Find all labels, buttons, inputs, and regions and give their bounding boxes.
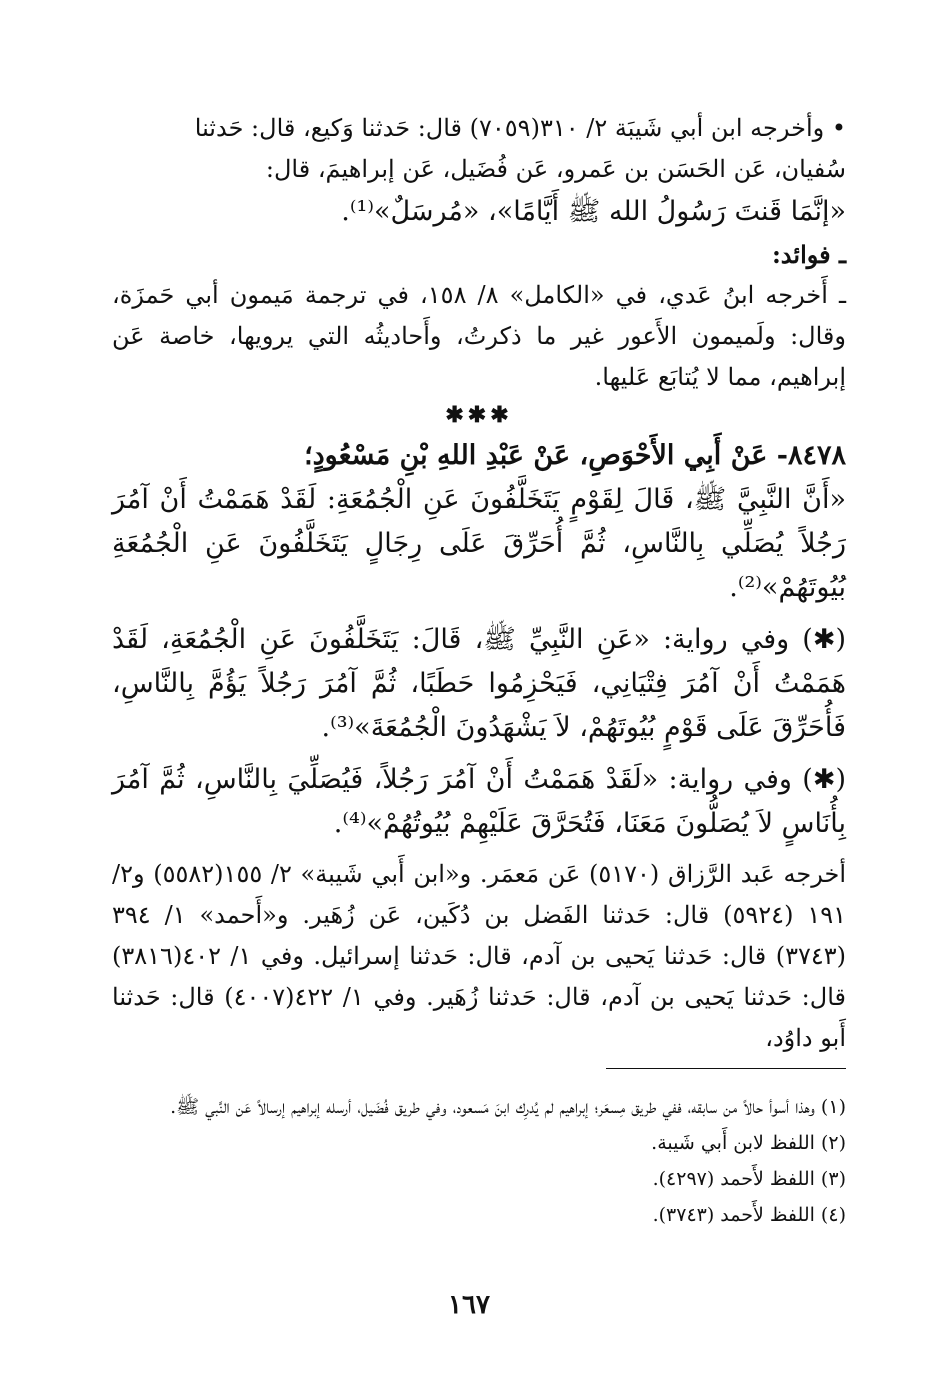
fawaid-text: ـ أَخرجه ابنُ عَدي، في «الكامل» ٨/ ١٥٨، في ترجمة مَيمون أبي حَمزَة، وقال: ولَميمون الأَعور غير ما ذكرتُ، وأَحاديثُه التي يرويها، خاصة عَن إبراهيم، مما لا يُتابَع عَليها. bbox=[112, 281, 846, 391]
section-separator: ✱✱✱ bbox=[445, 402, 513, 428]
footnotes bbox=[112, 1092, 846, 1236]
hadith-main-text: «أَنَّ النَّبِيَّ ﷺ، قَالَ لِقَوْمٍ يَتَخَلَّفُونَ عَنِ الْجُمُعَةِ: لَقَدْ هَمَمْتُ أَنْ آمُرَ رَجُلاً يُصَلِّي بِالنَّاسِ، ثُمَّ أُحَرِّقَ عَلَى رِجَالٍ يَتَخَلَّفُونَ عَنِ الْجُمُعَةِ بُيُوتَهُمْ»⁽²⁾. bbox=[112, 484, 846, 603]
page-number: ١٦٧ bbox=[448, 1290, 490, 1320]
mursal-text: «إنَّمَا قَنتَ رَسُولُ الله ﷺ أَيَّامًا»، «مُرسَلٌ»⁽¹⁾. bbox=[341, 196, 846, 227]
footnote-divider bbox=[606, 1068, 846, 1069]
takhrij-line-2: سُفيان، عَن الحَسَن بن عَمرو، عَن فُضَيل، عَن إبراهيمَ، قال: bbox=[265, 155, 846, 183]
hadith-riwaya-2: (✱) وفي رواية: «لَقَدْ هَمَمْتُ أَنْ آمُرَ رَجُلاً، فَيُصَلِّيَ بِالنَّاسِ، ثُمَّ آمُرَ بِأُنَاسٍ لاَ يُصَلُّونَ مَعَنَا، فَتُحَرَّقَ عَلَيْهِمْ بُيُوتُهُمْ»⁽⁴⁾. bbox=[112, 764, 846, 839]
takhrij-line-1: • وأخرجه ابن أبي شَيبَة ٢/ ٣١٠(٧٠٥٩) قال: حَدثنا وَكيع، قال: حَدثنا bbox=[194, 114, 846, 142]
footnote-1: (١) وهذا أسوأ حالاً من سابقه، ففي طريق مِسعَر؛ إبراهيم لم يُدرِك ابنَ مَسعود، وفي طريق فُضَيل، أرسله إبراهيم إرسالاً عَن النَّبي ﷺ. bbox=[170, 1096, 846, 1118]
takhrij-paragraph: أخرجه عَبد الرَّزاق (٥١٧٠) عَن مَعمَر. و«ابن أَبي شَيبة» ٢/ ١٥٥(٥٥٨٢) و٢/ ١٩١ (٥٩٢٤) قال: حَدثنا الفَضل بن دُكَين، عَن زُهَير. و«أَحمد» ١/ ٣٩٤ (٣٧٤٣) قال: حَدثنا يَحيى بن آدم، قال: حَدثنا إسرائيل. وفي ١/ ٤٠٢(٣٨١٦) قال: حَدثنا يَحيى بن آدم، قال: حَدثنا زُهَير. وفي ١/ ٤٢٢(٤٠٠٧) قال: حَدثنا أَبو داوُد، bbox=[112, 860, 847, 1052]
footnote-2: (٢) اللفظ لابن أَبي شَيبة. bbox=[651, 1132, 846, 1154]
footnote-3: (٣) اللفظ لأَحمد (٤٢٩٧). bbox=[652, 1168, 846, 1190]
fawaid-heading: ـ فوائد: bbox=[771, 240, 846, 269]
hadith-riwaya-1: (✱) وفي رواية: «عَنِ النَّبِيِّ ﷺ، قَالَ: يَتَخَلَّفُونَ عَنِ الْجُمُعَةِ، لَقَدْ هَمَمْتُ أَنْ آمُرَ فِتْيَانِي، فَيَحْزِمُوا حَطَبًا، ثُمَّ آمُرَ رَجُلاً يَؤُمَّ بِالنَّاسِ، فَأُحَرِّقَ عَلَى قَوْمٍ بُيُوتَهُمْ، لاَ يَشْهَدُونَ الْجُمُعَةَ»⁽³⁾. bbox=[112, 624, 846, 743]
footnote-4: (٤) اللفظ لأَحمد (٣٧٤٣). bbox=[652, 1204, 846, 1226]
main-text bbox=[112, 108, 846, 1059]
hadith-number-line: ٨٤٧٨- عَنْ أَبِي الأَحْوَصِ، عَنْ عَبْدِ اللهِ بْنِ مَسْعُودٍ؛ bbox=[304, 440, 846, 471]
